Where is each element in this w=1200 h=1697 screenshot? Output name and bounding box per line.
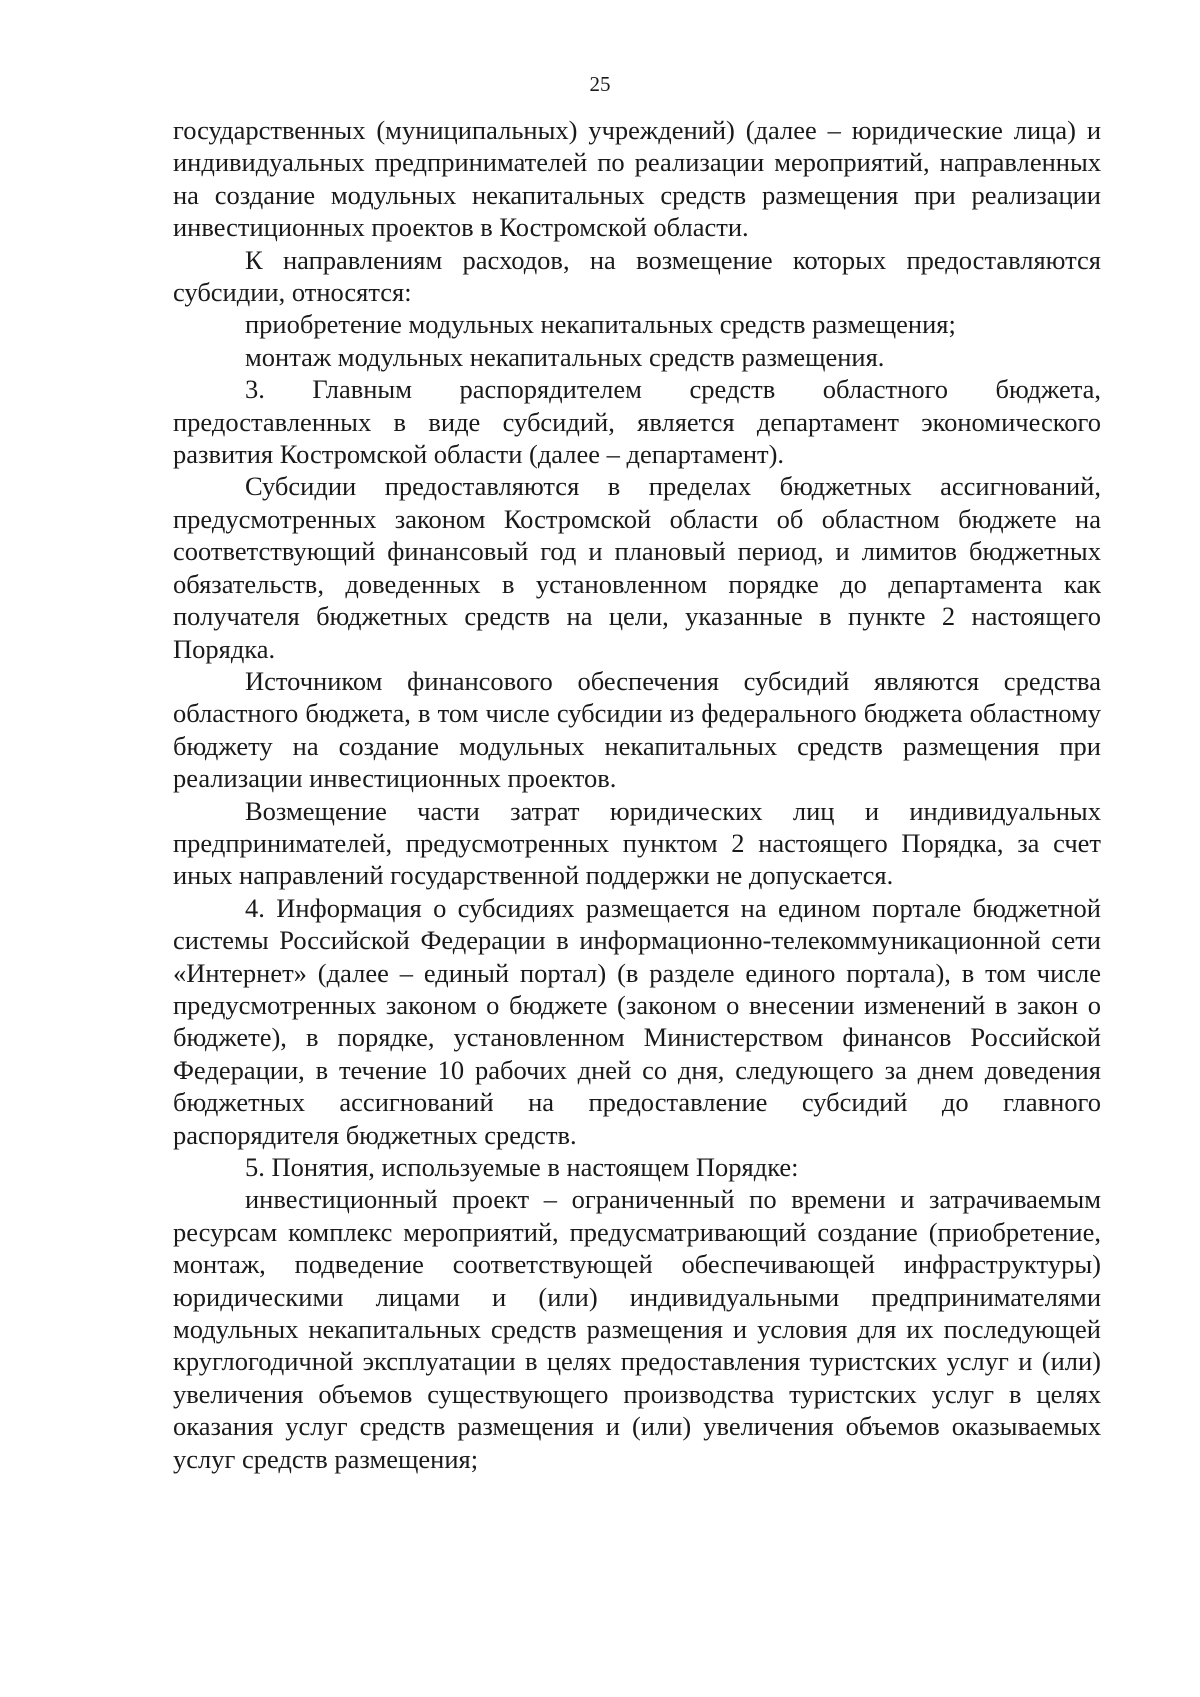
paragraph-10: 5. Понятия, используемые в настоящем Порядке: (245, 1152, 799, 1182)
paragraph-2: К направлениям расходов, на возмещение которых предоставляются субсидии, относятся: (173, 244, 1101, 308)
paragraph-9: 4. Информация о субсидиях размещается на едином портале бюджетной системы Российской Федерации в информационно-телекоммуникационной сети «Интернет» (далее – единый портал) (в разделе единого портала), в том числе предусмотренных законом о бюджете (законом о внесении изменений в закон о бюджете), в порядке, установленном Министерством финансов Российской Федерации, в течение 10 рабочих дней со дня, следующего за днем доведения бюджетных ассигнований на предоставление субсидий до главного распорядителя бюджетных средств. (173, 892, 1101, 1150)
paragraph-6: Субсидии предоставляются в пределах бюджетных ассигнований, предусмотренных законом Костромской области об областном бюджете на соответствующий финансовый год и плановый период, и лимитов бюджетных обязательств, доведенных в установленном порядке до департамента как получателя бюджетных средств на цели, указанные в пункте 2 настоящего Порядка. (173, 471, 1101, 664)
paragraph-5: 3. Главным распорядителем средств областного бюджета, предоставленных в виде субсидий, является департамент экономического развития Костромской области (далее – департамент). (173, 374, 1101, 470)
paragraph-1: государственных (муниципальных) учреждений) (далее – юридические лица) и индивидуальных предпринимателей по реализации мероприятий, направленных на создание модульных некапитальных средств размещения при реализации инвестиционных проектов в Костромской области. (173, 115, 1101, 243)
paragraph-7: Источником финансового обеспечения субсидий являются средства областного бюджета, в том числе субсидии из федерального бюджета областному бюджету на создание модульных некапитальных средств размещения при реализации инвестиционных проектов. (173, 665, 1101, 794)
paragraph-8: Возмещение части затрат юридических лиц и индивидуальных предпринимателей, предусмотренных пунктом 2 настоящего Порядка, за счет иных направлений государственной поддержки не допускается. (173, 795, 1101, 891)
paragraph-3: приобретение модульных некапитальных средств размещения; (245, 309, 956, 340)
document-body (173, 114, 1101, 1475)
paragraph-11: инвестиционный проект – ограниченный по времени и затрачиваемым ресурсам комплекс мероприятий, предусматривающий создание (приобретение, монтаж, подведение соответствующей обеспечивающей инфраструктуры) юридическими лицами и (или) индивидуальными предпринимателями модульных некапитальных средств размещения и условия для их последующей круглогодичной эксплуатации в целях предоставления туристских услуг и (или) увеличения объемов существующего производства туристских услуг в целях оказания услуг средств размещения и (или) увеличения объемов оказываемых услуг средств размещения; (173, 1184, 1101, 1474)
paragraph-4: монтаж модульных некапитальных средств размещения. (245, 341, 885, 372)
page-number: 25 (589, 72, 611, 96)
